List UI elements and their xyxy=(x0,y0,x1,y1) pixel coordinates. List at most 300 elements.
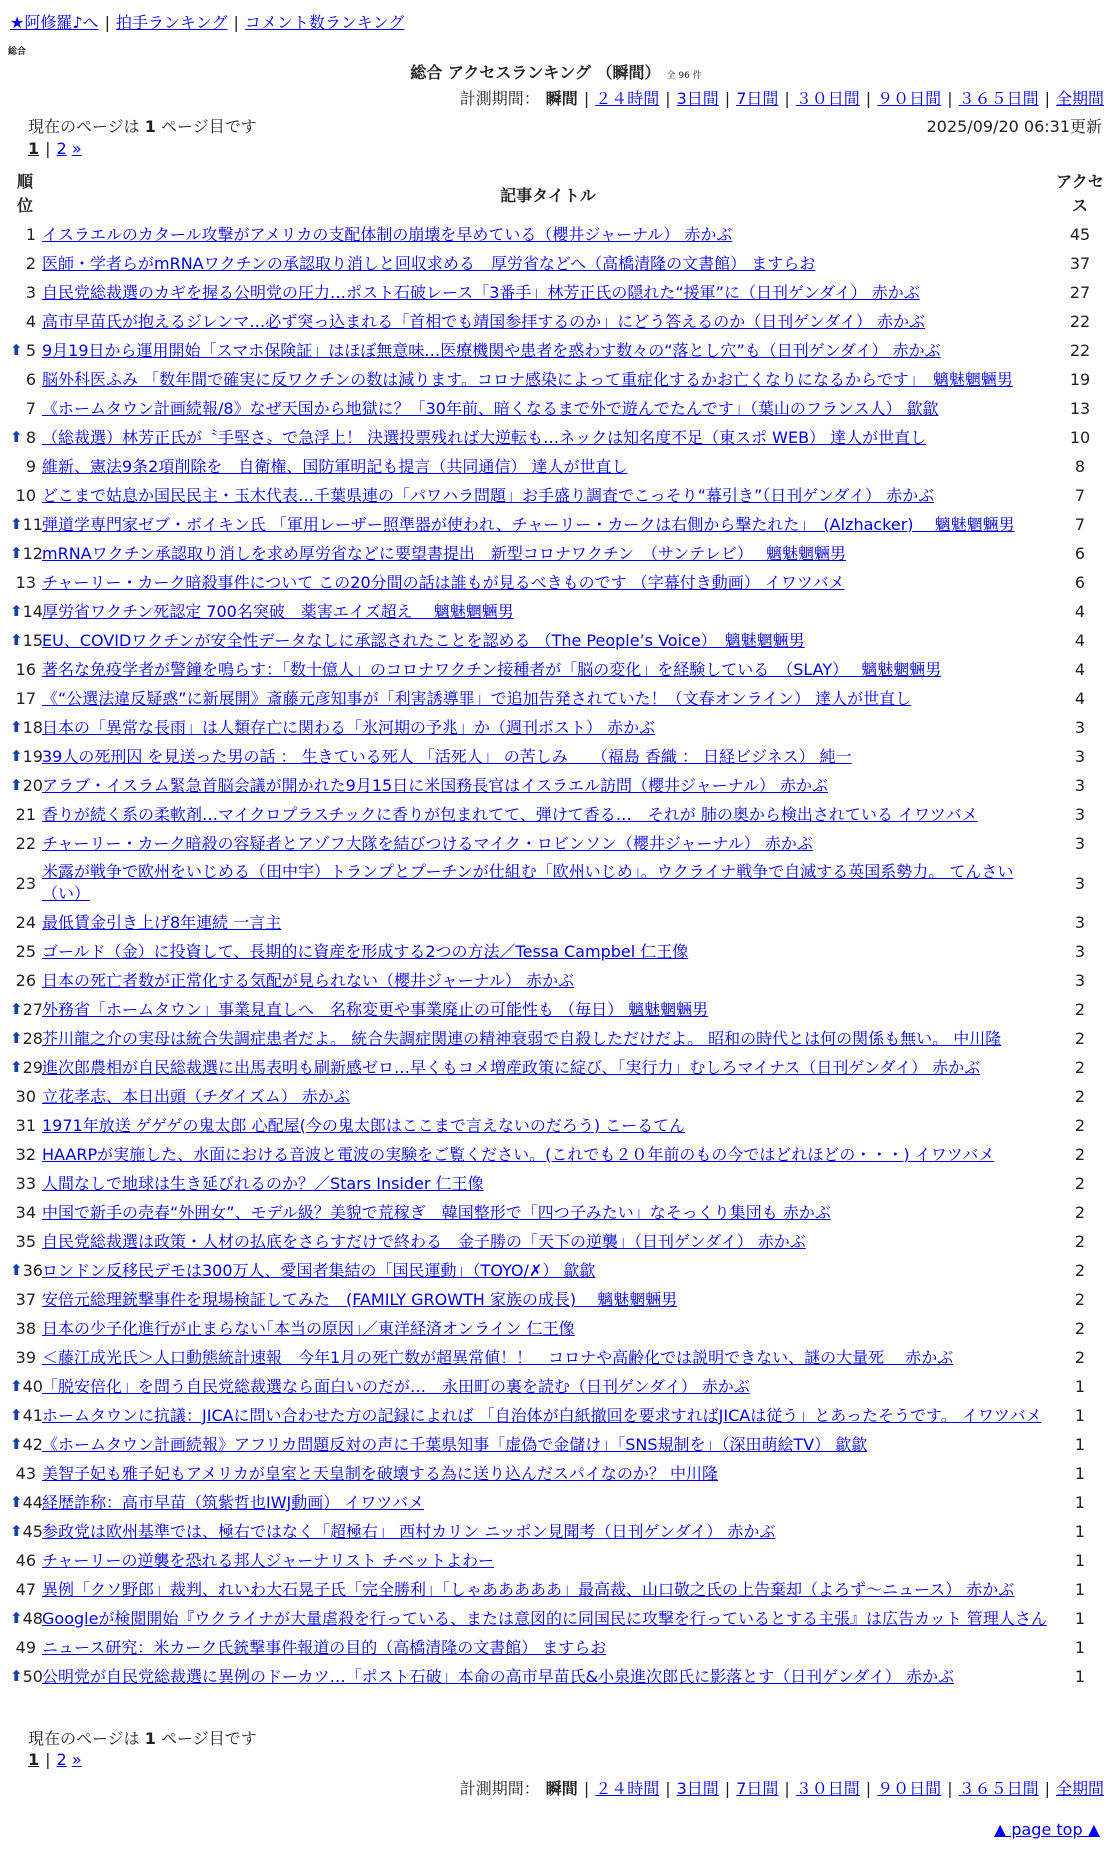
rank-cell xyxy=(10,1198,40,1227)
table-row xyxy=(10,539,1104,568)
article-link[interactable]: 日本の死亡者数が正常化する気配が見られない（櫻井ジャーナル） 赤かぶ xyxy=(42,970,574,990)
rank-number: 31 xyxy=(15,1116,36,1135)
article-link[interactable]: 弾道学専門家ゼブ・ボイキン氏 「軍用レーザー照準器が使われ、チャーリー・カークは右側から撃たれた」 (Alzhacker) 魑魅魍魎男 xyxy=(42,514,1015,534)
title-cell xyxy=(40,568,1056,597)
access-count: 1 xyxy=(1074,1435,1086,1454)
rank-cell xyxy=(10,1517,43,1546)
article-link[interactable]: 美智子妃も雅子妃もアメリカが皇室と天皇制を破壊する為に送り込んだスパイなのか？ 中川隆 xyxy=(42,1463,718,1483)
access-count: 2 xyxy=(1074,1087,1086,1106)
rank-number: 19 xyxy=(22,747,43,766)
rank-cell xyxy=(10,655,40,684)
rank-up-arrow-icon: ⬆ xyxy=(10,515,23,533)
access-count: 3 xyxy=(1074,971,1086,990)
access-count: 8 xyxy=(1074,457,1086,476)
rank-number: 17 xyxy=(15,689,36,708)
rank-up-arrow-icon: ⬆ xyxy=(10,1406,23,1424)
access-count: 2 xyxy=(1074,1348,1086,1367)
title-cell xyxy=(40,655,1056,684)
period-24h[interactable]: ２４時間 xyxy=(595,89,660,108)
rank-cell xyxy=(10,1459,40,1488)
rank-number: 9 xyxy=(25,457,36,476)
title-cell xyxy=(40,1633,1056,1662)
rank-cell xyxy=(10,966,40,995)
article-link[interactable]: EU、COVIDワクチンが安全性データなしに承認されたことを認める （The People’s Voice） 魑魅魍魎男 xyxy=(42,630,805,650)
table-row xyxy=(10,1633,1104,1662)
article-link[interactable]: 脳外科医ふみ 「数年間で確実に反ワクチンの数は減ります。コロナ感染によって重症化するかお亡くなりになるからです」 魑魅魍魎男 xyxy=(42,369,1013,389)
title-cell xyxy=(40,539,1056,568)
ranking-table xyxy=(10,168,1104,1691)
top-nav xyxy=(10,10,404,33)
rank-cell xyxy=(10,307,40,336)
rank-cell xyxy=(10,1227,40,1256)
access-count: 2 xyxy=(1074,1174,1086,1193)
article-link[interactable]: 立花孝志、本日出頭（チダイズム） 赤かぶ xyxy=(42,1086,350,1106)
table-row xyxy=(10,394,1104,423)
period-90d[interactable]: ９０日間 xyxy=(877,1779,942,1798)
article-link[interactable]: 芥川龍之介の実母は統合失調症患者だよ。 統合失調症関連の精神衰弱で自殺しただけだよ。 昭和の時代とは何の関係も無い。 中川隆 xyxy=(42,1028,1002,1048)
table-row xyxy=(10,1430,1104,1459)
link-clap-ranking[interactable]: 拍手ランキング xyxy=(115,13,228,32)
title-cell xyxy=(40,1575,1056,1604)
period-30d[interactable]: ３０日間 xyxy=(795,89,860,108)
access-count: 4 xyxy=(1074,660,1086,679)
rank-cell xyxy=(10,800,40,829)
rank-number: 13 xyxy=(15,573,36,592)
table-row xyxy=(10,800,1104,829)
rank-cell xyxy=(10,539,43,568)
access-count: 2 xyxy=(1074,1058,1086,1077)
title-cell xyxy=(40,1546,1056,1575)
pager-page-2[interactable]: 2 xyxy=(56,1750,67,1769)
rank-cell xyxy=(10,937,40,966)
title-cell xyxy=(40,995,1056,1024)
access-count: 3 xyxy=(1074,718,1086,737)
rank-number: 47 xyxy=(15,1580,36,1599)
rank-number: 15 xyxy=(22,631,43,650)
article-link[interactable]: イスラエルのカタール攻撃がアメリカの支配体制の崩壊を早めている（櫻井ジャーナル） 赤かぶ xyxy=(42,224,733,244)
table-row xyxy=(10,771,1104,800)
table-row xyxy=(10,1372,1104,1401)
rank-up-arrow-icon: ⬆ xyxy=(10,341,23,359)
rank-number: 44 xyxy=(22,1493,43,1512)
rank-number: 2 xyxy=(25,254,36,273)
title-cell xyxy=(40,510,1056,539)
title-cell xyxy=(40,626,1056,655)
title-cell xyxy=(40,858,1056,908)
article-link[interactable]: 経歴詐称：高市早苗（筑紫哲也IWJ動画） イワツバメ xyxy=(42,1492,425,1512)
article-link[interactable]: 香りが続く系の柔軟剤…マイクロプラスチックに香りが包まれてて、弾けて香る… それが 肺の奥から検出されている イワツバメ xyxy=(42,804,978,824)
title-cell xyxy=(40,394,1056,423)
rank-cell xyxy=(10,597,43,626)
access-count: 2 xyxy=(1074,1319,1086,1338)
period-all[interactable]: 全期間 xyxy=(1055,1779,1104,1798)
rank-cell xyxy=(10,336,40,365)
table-row xyxy=(10,365,1104,394)
table-row xyxy=(10,1662,1104,1691)
rank-number: 34 xyxy=(15,1203,36,1222)
access-count: 7 xyxy=(1074,515,1086,534)
access-count: 1 xyxy=(1074,1638,1086,1657)
rank-number: 23 xyxy=(15,873,36,893)
table-row xyxy=(10,1140,1104,1169)
article-link[interactable]: ニュース研究：米カーク氏銃撃事件報道の目的（高橋清隆の文書館） ますらお xyxy=(42,1637,607,1657)
rank-number: 50 xyxy=(22,1667,43,1686)
title-cell xyxy=(40,713,1056,742)
access-count: 3 xyxy=(1074,913,1086,932)
access-count: 1 xyxy=(1074,1551,1086,1570)
article-link[interactable]: 《ホームタウン計画続報》アフリカ問題反対の声に千葉県知事「虚偽で金儲け」「SNS規制を」（深田萌絵TV） 歙歙 xyxy=(42,1434,868,1454)
table-row xyxy=(10,937,1104,966)
access-count: 3 xyxy=(1074,942,1086,961)
table-row xyxy=(10,452,1104,481)
rank-up-arrow-icon: ⬆ xyxy=(10,1522,23,1540)
article-link[interactable]: 著名な免疫学者が警鐘を鳴らす：「数十億人」のコロナワクチン接種者が「脳の変化」を経験している （SLAY） 魑魅魍魎男 xyxy=(42,659,942,679)
table-row xyxy=(10,1053,1104,1082)
rank-cell xyxy=(10,423,40,452)
page-info-top: 現在のページは 1 ページ目です xyxy=(28,117,257,136)
article-link[interactable]: ホームタウンに抗議：JICAに問い合わせた方の記録によれば 「自治体が白紙撤回を要求すればJICAは従う」とあったそうです。 イワツバメ xyxy=(42,1405,1042,1425)
rank-up-arrow-icon: ⬆ xyxy=(10,1377,23,1395)
period-7d[interactable]: 7日間 xyxy=(736,1779,779,1798)
title-cell xyxy=(40,1053,1056,1082)
rank-number: 48 xyxy=(22,1609,43,1628)
table-row xyxy=(10,1285,1104,1314)
rank-up-arrow-icon: ⬆ xyxy=(10,718,23,736)
rank-cell xyxy=(10,858,40,908)
rank-cell xyxy=(10,1430,43,1459)
article-link[interactable]: 日本の少子化進行が止まらない｢本当の原因｣／東洋経済オンライン 仁王像 xyxy=(42,1318,575,1338)
title-cell xyxy=(40,1459,1056,1488)
period-3d[interactable]: 3日間 xyxy=(676,1779,719,1798)
updated-timestamp: 2025/09/20 06:31更新 xyxy=(926,117,1102,136)
table-row xyxy=(10,510,1104,539)
rank-cell xyxy=(10,1285,40,1314)
rank-number: 12 xyxy=(22,544,43,563)
period-365d[interactable]: ３６５日間 xyxy=(958,89,1039,108)
access-count: 2 xyxy=(1074,1116,1086,1135)
access-count: 22 xyxy=(1069,341,1091,360)
access-count: 2 xyxy=(1074,1203,1086,1222)
rank-cell xyxy=(10,481,40,510)
rank-number: 20 xyxy=(22,776,43,795)
page-top-link[interactable]: ▲ page top ▲ xyxy=(993,1820,1100,1839)
rank-number: 11 xyxy=(22,515,43,534)
period-365d[interactable]: ３６５日間 xyxy=(958,1779,1039,1798)
article-link[interactable]: アラブ・イスラム緊急首脳会議が開かれた9月15日に米国務長官はイスラエル訪問（櫻井ジャーナル） 赤かぶ xyxy=(42,775,829,795)
page-info-bottom: 現在のページは 1 ページ目です xyxy=(28,1729,257,1748)
rank-cell xyxy=(10,626,43,655)
table-row xyxy=(10,278,1104,307)
title-cell xyxy=(40,742,1056,771)
table-row xyxy=(10,249,1104,278)
table-row xyxy=(10,966,1104,995)
pager-next[interactable]: » xyxy=(71,1750,82,1769)
rank-number: 3 xyxy=(25,283,36,302)
article-link[interactable]: チャーリーの逆襲を恐れる邦人ジャーナリスト チベットよわー xyxy=(42,1550,494,1570)
access-count: 3 xyxy=(1074,873,1086,893)
article-link[interactable]: 9月19日から運用開始「スマホ保険証」はほぼ無意味…医療機関や患者を惑わす数々の“落とし穴”も（日刊ゲンダイ） 赤かぶ xyxy=(42,340,941,360)
rank-cell xyxy=(10,452,40,481)
rank-number: 43 xyxy=(15,1464,36,1483)
rank-cell xyxy=(10,568,40,597)
rank-cell xyxy=(10,1604,43,1633)
article-link[interactable]: 米露が戦争で欧州をいじめる（田中宇）トランプとプーチンが仕組む「欧州いじめ」。ウクライナ戦争で自滅する英国系勢力。 てんさい（い） xyxy=(42,862,1014,903)
access-count: 45 xyxy=(1069,225,1091,244)
table-row xyxy=(10,1227,1104,1256)
title-cell xyxy=(40,336,1056,365)
period-90d[interactable]: ９０日間 xyxy=(877,89,942,108)
rank-up-arrow-icon: ⬆ xyxy=(10,1493,23,1511)
rank-cell xyxy=(10,1111,40,1140)
rank-up-arrow-icon: ⬆ xyxy=(10,1667,23,1685)
article-link[interactable]: HAARPが実施した、水面における音波と電波の実験をご覧ください。(これでも２０年前のもの今ではどれほどの・・・) イワツバメ xyxy=(42,1144,995,1164)
rank-up-arrow-icon: ⬆ xyxy=(10,776,23,794)
table-row xyxy=(10,1314,1104,1343)
article-link[interactable]: 1971年放送 ゲゲゲの鬼太郎 心配屋(今の鬼太郎はここまで言えないのだろう) こーるてん xyxy=(42,1115,686,1135)
table-row xyxy=(10,336,1104,365)
table-row xyxy=(10,1401,1104,1430)
period-30d[interactable]: ３０日間 xyxy=(795,1779,860,1798)
link-asyura-home[interactable]: ★阿修羅♪へ xyxy=(10,13,99,32)
rank-number: 16 xyxy=(15,660,36,679)
rank-cell xyxy=(10,1633,40,1662)
rank-number: 1 xyxy=(25,225,36,244)
rank-cell xyxy=(10,1372,43,1401)
article-link[interactable]: 日本の「異常な長雨」は人類存亡に関わる「氷河期の予兆」か（週刊ポスト） 赤かぶ xyxy=(42,717,656,737)
title-cell xyxy=(40,597,1056,626)
page-number: 1 xyxy=(144,117,156,136)
table-row xyxy=(10,1256,1104,1285)
rank-cell xyxy=(10,995,43,1024)
rank-cell xyxy=(10,510,43,539)
access-count: 1 xyxy=(1074,1464,1086,1483)
article-link[interactable]: 最低賃金引き上げ8年連続 一言主 xyxy=(42,912,282,932)
rank-number: 26 xyxy=(15,971,36,990)
access-count: 4 xyxy=(1074,602,1086,621)
table-row xyxy=(10,1517,1104,1546)
link-comment-ranking[interactable]: コメント数ランキング xyxy=(244,13,405,32)
title-cell xyxy=(40,1430,1056,1459)
period-label: 計測期間： xyxy=(459,89,540,108)
title-cell xyxy=(40,220,1056,249)
table-row xyxy=(10,1343,1104,1372)
rank-cell xyxy=(10,713,43,742)
table-row xyxy=(10,1082,1104,1111)
article-link[interactable]: 自民党総裁選のカギを握る公明党の圧力…ポスト石破レース「3番手」林芳正氏の隠れた“援軍”に（日刊ゲンダイ） 赤かぶ xyxy=(42,282,920,302)
pager-current: 1 xyxy=(28,139,40,158)
period-all[interactable]: 全期間 xyxy=(1055,89,1104,108)
item-count: 全 96 件 xyxy=(666,71,702,81)
table-row xyxy=(10,481,1104,510)
title-cell xyxy=(40,1488,1056,1517)
title-cell xyxy=(40,452,1056,481)
rank-cell xyxy=(10,278,40,307)
page-title xyxy=(0,60,1112,83)
rank-number: 28 xyxy=(22,1029,43,1048)
title-cell xyxy=(40,1604,1056,1633)
table-row xyxy=(10,1488,1104,1517)
pager-bottom: 1 | 2 » xyxy=(28,1750,82,1769)
article-link[interactable]: 医師・学者らがmRNAワクチンの承認取り消しと回収求める 厚労省などへ（高橋清隆の文書館） ますらお xyxy=(42,253,816,273)
rank-up-arrow-icon: ⬆ xyxy=(10,602,23,620)
table-row xyxy=(10,742,1104,771)
rank-number: 25 xyxy=(15,942,36,961)
col-title: 記事タイトル xyxy=(500,185,596,205)
access-count: 2 xyxy=(1074,1000,1086,1019)
title-cell xyxy=(40,278,1056,307)
col-access: アクセス xyxy=(1056,172,1104,215)
access-count: 22 xyxy=(1069,312,1091,331)
rank-up-arrow-icon: ⬆ xyxy=(10,1058,23,1076)
article-link[interactable]: 高市早苗氏が抱えるジレンマ…必ず突っ込まれる「首相でも靖国参拝するのか」にどう答えるのか（日刊ゲンダイ） 赤かぶ xyxy=(42,311,926,331)
title-cell xyxy=(40,1198,1056,1227)
access-count: 1 xyxy=(1074,1406,1086,1425)
table-row xyxy=(10,1024,1104,1053)
article-link[interactable]: 異例「クソ野郎」裁判、れいわ大石晃子氏「完全勝利」「しゃあああああ」最高裁、山口敬之氏の上告棄却（よろず～ニュース） 赤かぶ xyxy=(42,1579,1015,1599)
access-count: 2 xyxy=(1074,1145,1086,1164)
article-link[interactable]: 39人の死刑囚 を見送った男の話 ： 生きている死人 「活死人」 の苦しみ （福島 香織 ： 日経ビジネス） 純一 xyxy=(42,746,852,766)
table-row xyxy=(10,1604,1104,1633)
article-link[interactable]: ゴールド（金）に投資して、長期的に資産を形成する2つの方法／Tessa Campbel 仁王像 xyxy=(42,941,689,961)
rank-cell xyxy=(10,249,40,278)
table-row xyxy=(10,655,1104,684)
table-row xyxy=(10,597,1104,626)
table-row xyxy=(10,1546,1104,1575)
access-count: 2 xyxy=(1074,1232,1086,1251)
table-row xyxy=(10,568,1104,597)
title-cell xyxy=(40,937,1056,966)
rank-cell xyxy=(10,1082,40,1111)
article-link[interactable]: ロンドン反移民デモは300万人、愛国者集結の「国民運動」（TOYO/✗） 歙歙 xyxy=(42,1260,596,1280)
rank-up-arrow-icon: ⬆ xyxy=(10,631,23,649)
col-rank: 順位 xyxy=(16,172,33,215)
access-count: 6 xyxy=(1074,573,1086,592)
rank-number: 14 xyxy=(22,602,43,621)
period-current: 瞬間 xyxy=(545,1779,578,1798)
article-link[interactable]: ＜藤江成光氏＞人口動態統計速報 今年1月の死亡数が超異常値！！ コロナや高齢化では説明できない、謎の大量死 赤かぶ xyxy=(42,1347,954,1367)
article-link[interactable]: Googleが検閲開始『ウクライナが大量虐殺を行っている、または意図的に同国民に攻撃を行っているとする主張』は広告カット 管理人さん xyxy=(42,1608,1047,1628)
article-link[interactable]: 厚労省ワクチン死認定 700名突破 薬害エイズ超え 魑魅魍魎男 xyxy=(42,601,514,621)
article-link[interactable]: 外務省「ホームタウン」事業見直しへ 名称変更や事業廃止の可能性も （毎日） 魑魅魍魎男 xyxy=(42,999,709,1019)
rank-number: 5 xyxy=(25,341,36,360)
table-row xyxy=(10,908,1104,937)
rank-cell xyxy=(10,1343,40,1372)
title-cell xyxy=(40,1111,1056,1140)
table-row xyxy=(10,1198,1104,1227)
title-cell xyxy=(40,1140,1056,1169)
article-link[interactable]: 「脱安倍化」を問う自民党総裁選なら面白いのだが… 永田町の裏を読む（日刊ゲンダイ） 赤かぶ xyxy=(42,1376,750,1396)
table-header xyxy=(10,168,1104,220)
rank-cell xyxy=(10,1401,43,1430)
table-row xyxy=(10,1169,1104,1198)
table-row xyxy=(10,307,1104,336)
rank-up-arrow-icon: ⬆ xyxy=(10,1435,23,1453)
rank-cell xyxy=(10,365,40,394)
title-cell xyxy=(40,684,1056,713)
access-count: 3 xyxy=(1074,776,1086,795)
article-link[interactable]: チャーリー・カーク暗殺の容疑者とアゾフ大隊を結びつけるマイク・ロビンソン（櫻井ジャーナル） 赤かぶ xyxy=(42,833,813,853)
article-link[interactable]: 中国で新手の売春“外囲女”、モデル級？美貌で荒稼ぎ 韓国整形で「四つ子みたい」なそっくり集団も 赤かぶ xyxy=(42,1202,831,1222)
article-link[interactable]: チャーリー・カーク暗殺事件について この20分間の話は誰もが見るべきものです （字幕付き動画） イワツバメ xyxy=(42,572,845,592)
title-cell xyxy=(40,1024,1056,1053)
period-3d[interactable]: 3日間 xyxy=(676,89,719,108)
access-count: 1 xyxy=(1074,1667,1086,1686)
rank-cell xyxy=(10,1546,40,1575)
article-link[interactable]: 参政党は欧州基準では、極右ではなく「超極右」 西村カリン ニッポン見聞考（日刊ゲンダイ） 赤かぶ xyxy=(42,1521,776,1541)
access-count: 37 xyxy=(1069,254,1091,273)
rank-cell xyxy=(10,829,40,858)
rank-number: 49 xyxy=(15,1638,36,1657)
rank-number: 35 xyxy=(15,1232,36,1251)
access-count: 4 xyxy=(1074,689,1086,708)
rank-number: 18 xyxy=(22,718,43,737)
pager-top: 1 | 2 » xyxy=(28,139,82,158)
rank-cell xyxy=(10,908,40,937)
title-cell xyxy=(40,1314,1056,1343)
title-cell xyxy=(40,423,1056,452)
article-link[interactable]: 公明党が自民党総裁選に異例のドーカツ…「ポスト石破」本命の高市早苗氏&小泉進次郎氏に影落とす（日刊ゲンダイ） 赤かぶ xyxy=(42,1666,954,1686)
rank-cell xyxy=(10,394,40,423)
access-count: 2 xyxy=(1074,1261,1086,1280)
title-cell xyxy=(40,1256,1056,1285)
article-link[interactable]: 人間なしで地球は生き延びれるのか？／Stars Insider 仁王像 xyxy=(42,1173,484,1193)
rank-up-arrow-icon: ⬆ xyxy=(10,1029,23,1047)
title-cell xyxy=(40,829,1056,858)
rank-up-arrow-icon: ⬆ xyxy=(10,428,23,446)
article-link[interactable]: 安倍元総理銃撃事件を現場検証してみた (FAMILY GROWTH 家族の成長) 魑魅魍魎男 xyxy=(42,1289,678,1309)
separator: | xyxy=(233,13,239,32)
rank-number: 22 xyxy=(15,834,36,853)
article-link[interactable]: 進次郎農相が自民総裁選に出馬表明も刷新感ゼロ…早くもコメ増産政策に綻び、「実行力」むしろマイナス（日刊ゲンダイ） 赤かぶ xyxy=(42,1057,981,1077)
article-link[interactable]: （総裁選）林芳正氏が〝手堅さ〟で急浮上！ 決選投票残れば大逆転も…ネックは知名度不足（東スポ WEB） 達人が世直し xyxy=(42,427,927,447)
article-link[interactable]: 自民党総裁選は政策・人材の払底をさらすだけで終わる 金子勝の「天下の逆襲」（日刊ゲンダイ） 赤かぶ xyxy=(42,1231,806,1251)
title-cell xyxy=(40,908,1056,937)
period-7d[interactable]: 7日間 xyxy=(736,89,779,108)
period-24h[interactable]: ２４時間 xyxy=(595,1779,660,1798)
article-link[interactable]: 《ホームタウン計画続報/8》なぜ天国から地獄に？「30年前、暗くなるまで外で遊んでたんです」（葉山のフランス人） 歙歙 xyxy=(42,398,939,418)
rank-number: 21 xyxy=(15,805,36,824)
rank-number: 29 xyxy=(22,1058,43,1077)
title-cell xyxy=(40,1343,1056,1372)
rank-number: 39 xyxy=(15,1348,36,1367)
pager-page-2[interactable]: 2 xyxy=(56,139,67,158)
access-count: 3 xyxy=(1074,834,1086,853)
rank-cell xyxy=(10,1662,43,1691)
access-count: 2 xyxy=(1074,1290,1086,1309)
rank-cell xyxy=(10,1488,43,1517)
article-link[interactable]: mRNAワクチン承認取り消しを求め厚労省などに要望書提出 新型コロナワクチン （サンテレビ） 魑魅魍魎男 xyxy=(42,543,846,563)
article-link[interactable]: 維新、憲法9条2項削除を 自衛権、国防軍明記も提言（共同通信） 達人が世直し xyxy=(42,456,628,476)
rank-cell xyxy=(10,1256,43,1285)
table-row xyxy=(10,995,1104,1024)
rank-cell xyxy=(10,1314,40,1343)
rank-cell xyxy=(10,742,43,771)
article-link[interactable]: 《“公選法違反疑惑”に新展開》斎藤元彦知事が「利害誘導罪」で追加告発されていた！（文春オンライン） 達人が世直し xyxy=(42,688,912,708)
pager-current: 1 xyxy=(28,1750,40,1769)
title-cell xyxy=(40,1517,1056,1546)
pager-next[interactable]: » xyxy=(71,139,82,158)
rank-number: 27 xyxy=(22,1000,43,1019)
rank-number: 8 xyxy=(25,428,36,447)
article-link[interactable]: どこまで姑息か国民民主・玉木代表…千葉県連の「パワハラ問題」お手盛り調査でこっそり“幕引き”（日刊ゲンダイ） 赤かぶ xyxy=(42,485,935,505)
rank-cell xyxy=(10,684,40,713)
period-selector-top: 計測期間： 瞬間 | ２４時間 | 3日間 | 7日間 | ３０日間 | ９０日間 | ３６５日間 | 全期間 xyxy=(459,89,1104,108)
rank-cell xyxy=(10,1024,43,1053)
rank-cell xyxy=(10,1575,40,1604)
rank-number: 4 xyxy=(25,312,36,331)
title-cell xyxy=(40,481,1056,510)
rank-number: 46 xyxy=(15,1551,36,1570)
